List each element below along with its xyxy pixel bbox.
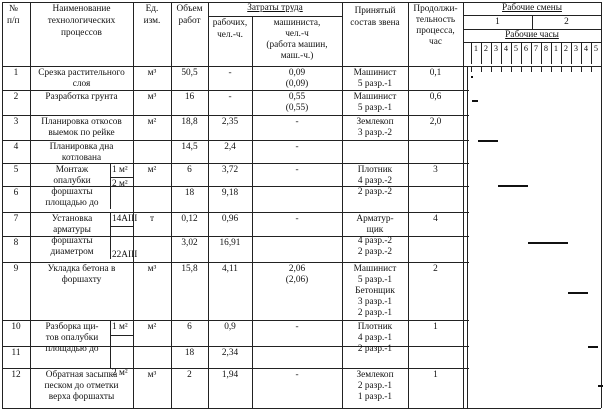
- gantt-row-tick: [463, 368, 469, 369]
- hour-num: 6: [523, 44, 529, 53]
- header-duration-3: час: [429, 37, 442, 47]
- row-crew: Арматур-: [356, 214, 394, 224]
- header-machinists-1: чел.-ч: [285, 29, 309, 39]
- row-line: [2, 212, 463, 213]
- row-name: слоя: [72, 79, 91, 89]
- row-name: опалубки: [53, 176, 91, 186]
- row-crew: 2 разр.-1: [357, 381, 393, 391]
- gantt-row-tick: [463, 236, 469, 237]
- row-name: форшахту: [61, 275, 102, 285]
- gantt-bar-task-5-6: [498, 185, 528, 187]
- header-num: №: [9, 4, 18, 14]
- row-labor-machinist: -: [295, 142, 299, 152]
- header-labor: Затраты труда: [247, 3, 303, 13]
- gantt-bar-task-9: [568, 292, 588, 294]
- header-duration-1: тельность: [415, 15, 456, 25]
- row-num: 7: [13, 214, 19, 224]
- header-name-3: процессов: [61, 28, 102, 38]
- hour-num: 5: [593, 44, 599, 53]
- hour-tick: [551, 66, 552, 72]
- header-machinists-2: (работа машин,: [266, 40, 328, 50]
- row-name: форшахты: [51, 187, 93, 197]
- row-volume: 18,8: [181, 117, 198, 127]
- row-volume: 15,8: [181, 264, 198, 274]
- row-crew: Землекоп: [356, 117, 394, 127]
- row-labor-workers: -: [228, 68, 232, 78]
- header-unit-2: изм.: [143, 16, 161, 26]
- subunit-divider: [110, 212, 111, 259]
- header-crew: Принятый: [354, 6, 396, 16]
- column-line: [601, 2, 602, 408]
- row-duration: 0,1: [429, 68, 442, 78]
- header-workers: рабочих,: [212, 18, 248, 28]
- column-line: [133, 2, 134, 408]
- row-labor-workers: 2,35: [221, 117, 239, 127]
- row-name: площадью до: [45, 344, 99, 354]
- hour-num: 3: [493, 44, 499, 53]
- row-name: тов опалубки: [45, 333, 99, 343]
- hour-tick: [491, 66, 492, 72]
- header-duration-0: Продолжи-: [413, 4, 458, 14]
- gantt-row-tick: [463, 212, 469, 213]
- header-duration-2: процесса,: [416, 26, 455, 36]
- subunit-split: [110, 177, 133, 178]
- row-crew: 3 разр.-1: [357, 297, 393, 307]
- gantt-row-tick: [463, 90, 469, 91]
- gantt-row-tick: [463, 346, 469, 347]
- row-name: выемок по рейке: [48, 128, 115, 138]
- row-name: Установка: [51, 214, 93, 224]
- row-labor-machinist: -: [295, 165, 299, 175]
- row-name: арматуры: [53, 225, 91, 235]
- row-name: форшахты: [51, 236, 93, 246]
- row-labor-workers: 0,96: [221, 214, 239, 224]
- gantt-axis: [467, 66, 468, 408]
- hour-num: 3: [573, 44, 579, 53]
- row-labor-machinist: 0,55: [288, 92, 306, 102]
- hour-num: 8: [543, 44, 549, 53]
- row-num: 10: [11, 322, 21, 332]
- row-labor-machinist: (0,09): [285, 79, 309, 89]
- header-workers-2: чел.-ч.: [217, 30, 243, 40]
- row-subunit: 14АIII: [112, 214, 138, 224]
- row-duration: 4: [433, 214, 438, 224]
- row-subunit: 1 м²: [112, 322, 128, 332]
- gantt-row-tick: [463, 66, 469, 67]
- row-labor-machinist: (2,06): [285, 275, 309, 285]
- row-name: Укладка бетона в: [47, 264, 116, 274]
- gantt-bar-task-12: [598, 385, 603, 387]
- row-crew: 5 разр.-1: [357, 79, 393, 89]
- header-hours-label: Рабочие часы: [505, 30, 559, 40]
- row-num: 11: [11, 348, 21, 358]
- row-name: диаметром: [50, 247, 94, 257]
- row-name: Обратная засыпка: [45, 370, 118, 380]
- row-crew: Плотник: [357, 165, 393, 175]
- row-labor-machinist: 0,09: [288, 68, 306, 78]
- subunit-divider: [110, 163, 111, 209]
- header-machinists-3: маш.-ч.): [280, 51, 314, 61]
- row-crew: Машинист: [353, 264, 397, 274]
- column-line: [30, 2, 31, 408]
- row-duration: 2: [433, 264, 438, 274]
- row-unit: м³: [147, 370, 157, 380]
- row-labor-workers: 0,9: [224, 322, 236, 332]
- row-labor-machinist: -: [295, 117, 299, 127]
- row-crew: 2 разр.-1: [357, 308, 393, 318]
- hour-tick: [501, 66, 502, 72]
- header-volume-2: работ: [178, 16, 201, 26]
- row-labor-workers: 2,34: [221, 348, 239, 358]
- gantt-bar-task-3-4: [478, 140, 498, 142]
- row-line: [2, 90, 463, 91]
- row-crew: Машинист: [353, 92, 397, 102]
- hour-tick: [601, 66, 602, 72]
- row-crew: щик: [366, 225, 384, 235]
- hour-tick: [581, 66, 582, 72]
- row-num: 2: [13, 92, 19, 102]
- row-name: Разборка щи-: [45, 322, 99, 332]
- row-volume: 3,02: [181, 238, 198, 248]
- row-labor-machinist: (0,55): [285, 103, 309, 113]
- row-labor-workers: 1,94: [221, 370, 239, 380]
- shift-1: 1: [495, 17, 500, 27]
- header-crew-2: состав звена: [350, 18, 400, 28]
- hour-num: 1: [553, 44, 559, 53]
- subunit-split: [110, 226, 133, 227]
- row-volume: 50,5: [181, 68, 198, 78]
- row-crew: Машинист: [353, 68, 397, 78]
- row-unit: м³: [147, 68, 157, 78]
- gantt-row-tick: [463, 186, 469, 187]
- column-line: [463, 2, 464, 408]
- column-line: [408, 2, 409, 408]
- gantt-bar-task-2: [472, 100, 478, 102]
- row-duration: 3: [433, 165, 438, 175]
- row-duration: 0,6: [429, 92, 442, 102]
- row-name: Планировка дна: [49, 142, 114, 152]
- row-labor-workers: 2,4: [224, 142, 236, 152]
- row-volume: 18: [184, 348, 195, 358]
- gantt-row-tick: [463, 163, 469, 164]
- row-crew: 4 разр.-2: [357, 176, 393, 186]
- row-unit: м²: [147, 165, 157, 175]
- row-num: 6: [13, 188, 19, 198]
- header-num-2: п/п: [7, 16, 20, 26]
- row-labor-workers: 3,72: [221, 165, 239, 175]
- row-unit: м³: [147, 264, 157, 274]
- row-num: 1: [13, 68, 19, 78]
- row-volume: 6: [187, 165, 192, 175]
- row-duration: 1: [433, 370, 438, 380]
- hour-tick: [531, 66, 532, 72]
- row-subunit: 2 м²: [112, 179, 128, 189]
- header-shifts: Рабочие смены: [502, 3, 562, 13]
- row-crew: Землекоп: [356, 370, 394, 380]
- row-line: [2, 115, 463, 116]
- row-unit: м²: [147, 322, 157, 332]
- hour-num: 2: [483, 44, 489, 53]
- row-name: котлована: [61, 153, 102, 163]
- row-crew: Плотник: [357, 322, 393, 332]
- row-labor-workers: 9,18: [221, 188, 239, 198]
- gantt-row-tick: [463, 320, 469, 321]
- hour-num: 5: [513, 44, 519, 53]
- row-crew: Бетонщик: [355, 286, 395, 296]
- row-subunit: 22АIII: [112, 250, 138, 260]
- row-crew: 3 разр.-2: [357, 128, 393, 138]
- row-name: Срезка растительного: [38, 68, 125, 78]
- hour-num: 4: [583, 44, 589, 53]
- gantt-bar-task-7-8: [528, 242, 568, 244]
- hour-tick: [481, 66, 482, 72]
- row-labor-machinist: -: [295, 322, 299, 332]
- row-volume: 16: [184, 92, 195, 102]
- header-name-2: технологических: [47, 16, 116, 26]
- row-labor-machinist: -: [295, 214, 299, 224]
- subunit-split: [110, 335, 133, 336]
- row-line: [2, 320, 463, 321]
- row-num: 8: [13, 238, 19, 248]
- gantt-row-tick: [463, 115, 469, 116]
- row-name: песком до отметки: [44, 381, 119, 391]
- gantt-bar-task-10-11: [588, 346, 598, 348]
- row-num: 12: [11, 370, 21, 380]
- subunit-divider: [110, 320, 111, 369]
- row-duration: 1: [433, 322, 438, 332]
- row-crew: 2 разр.-1: [357, 344, 393, 354]
- header-machinists-0: машиниста,: [273, 18, 321, 28]
- row-unit: м²: [147, 117, 157, 127]
- row-line: [2, 368, 463, 369]
- row-line: [2, 140, 463, 141]
- row-labor-workers: 4,11: [222, 264, 238, 274]
- row-num: 4: [13, 142, 19, 152]
- row-crew: 4 разр.-2: [357, 236, 393, 246]
- shift-2: 2: [564, 17, 569, 27]
- gantt-bar-task-1: [471, 76, 473, 78]
- row-volume: 18: [184, 188, 195, 198]
- gantt-row-tick: [463, 262, 469, 263]
- row-num: 3: [13, 117, 19, 127]
- row-crew: 2 разр.-2: [357, 247, 393, 257]
- row-subunit: 1 м²: [112, 165, 128, 175]
- hour-tick: [511, 66, 512, 72]
- row-subunit: 2 м²: [112, 368, 128, 378]
- hour-tick: [561, 66, 562, 72]
- gantt-row-tick: [463, 140, 469, 141]
- header-volume: Объем: [176, 4, 203, 14]
- row-name: верха форшахты: [48, 392, 115, 402]
- header-unit: Ед.: [145, 4, 159, 14]
- hour-tick: [541, 66, 542, 72]
- row-line: [2, 262, 463, 263]
- row-crew: 5 разр.-1: [357, 275, 393, 285]
- row-name: Разработка грунта: [45, 92, 118, 102]
- hour-tick: [471, 66, 472, 72]
- row-labor-machinist: -: [295, 370, 299, 380]
- row-crew: 2 разр.-2: [357, 187, 393, 197]
- hour-num: 7: [533, 44, 539, 53]
- row-volume: 6: [187, 322, 192, 332]
- hour-tick: [521, 66, 522, 72]
- row-volume: 2: [187, 370, 192, 380]
- hour-tick: [591, 66, 592, 72]
- row-labor-workers: -: [228, 92, 232, 102]
- row-num: 5: [13, 165, 19, 175]
- hour-tick: [571, 66, 572, 72]
- row-num: 9: [13, 264, 19, 274]
- column-line: [342, 2, 343, 408]
- hour-num: 4: [503, 44, 509, 53]
- row-name: Планировка откосов: [41, 117, 122, 127]
- row-crew: 4 разр.-1: [357, 333, 393, 343]
- row-name: Монтаж: [55, 165, 89, 175]
- row-volume: 0,12: [181, 214, 198, 224]
- labor-sub-line: [208, 16, 342, 17]
- row-volume: 14,5: [181, 142, 198, 152]
- row-duration: 2,0: [429, 117, 442, 127]
- row-unit: м³: [147, 92, 157, 102]
- header-name: Наименование: [52, 4, 111, 14]
- row-crew: 1 разр.-1: [357, 392, 393, 402]
- hour-num: 1: [473, 44, 479, 53]
- hour-num: 2: [563, 44, 569, 53]
- row-unit: т: [149, 214, 155, 224]
- row-labor-machinist: 2,06: [288, 264, 306, 274]
- row-labor-workers: 16,91: [219, 238, 241, 248]
- row-name: площадью до: [45, 198, 99, 208]
- row-crew: 5 разр.-1: [357, 103, 393, 113]
